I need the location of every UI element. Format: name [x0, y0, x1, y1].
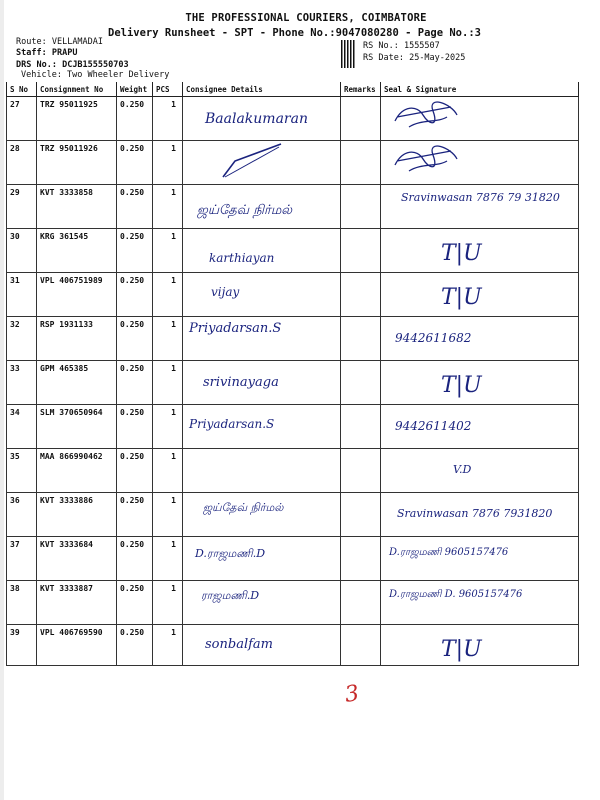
signature-scribble	[381, 141, 501, 181]
handwritten-consignee: ராஜமணி.D	[201, 589, 260, 602]
table-row	[7, 141, 579, 185]
rs-no-label: RS No.:	[363, 41, 399, 51]
col-sno: S No	[7, 82, 37, 97]
table-row	[7, 97, 579, 141]
drs-field	[16, 60, 129, 70]
sno-cell: 30	[7, 229, 37, 273]
handwritten-consignee: D.ராஜமணி.D	[195, 547, 266, 560]
pcs-cell: 1	[153, 493, 183, 537]
table-row	[7, 185, 579, 229]
weight-cell: 0.250	[117, 405, 153, 449]
handwritten-signature: Sravinwasan 7876 7931820	[397, 507, 553, 520]
signature-cell	[381, 449, 579, 493]
route-label: Route:	[16, 37, 47, 47]
remarks-cell	[341, 537, 381, 581]
weight-cell: 0.250	[117, 229, 153, 273]
handwritten-consignee: vijay	[211, 285, 240, 299]
remarks-cell	[341, 97, 381, 141]
pcs-cell: 1	[153, 97, 183, 141]
signature-cell	[381, 317, 579, 361]
remarks-cell	[341, 317, 381, 361]
sno-cell: 28	[7, 141, 37, 185]
staff-value: PRAPU	[51, 48, 78, 58]
weight-cell: 0.250	[117, 581, 153, 625]
table-header-row	[7, 82, 579, 97]
table-row	[7, 361, 579, 405]
rs-no-value: 1555507	[403, 41, 440, 51]
consignee-cell	[183, 625, 341, 666]
signature-cell	[381, 493, 579, 537]
handwritten-signature: T|U	[441, 373, 482, 398]
handwritten-signature: D.ராஜமணி D. 9605157476	[389, 589, 523, 600]
signature-cell	[381, 185, 579, 229]
weight-cell: 0.250	[117, 449, 153, 493]
consignee-stroke	[183, 141, 333, 181]
consignment-cell: KVT 3333858	[37, 185, 117, 229]
signature-cell	[381, 405, 579, 449]
signature-cell	[381, 141, 579, 185]
table-row	[7, 581, 579, 625]
table-row	[7, 449, 579, 493]
handwritten-consignee: Baalakumaran	[205, 111, 308, 127]
pcs-cell: 1	[153, 581, 183, 625]
consignee-cell	[183, 141, 341, 185]
consignee-cell	[183, 229, 341, 273]
remarks-cell	[341, 273, 381, 317]
signature-cell	[381, 273, 579, 317]
weight-cell: 0.250	[117, 537, 153, 581]
pcs-cell: 1	[153, 405, 183, 449]
sno-cell: 35	[7, 449, 37, 493]
handwritten-page-mark: 3	[343, 681, 361, 708]
signature-cell	[381, 361, 579, 405]
consignee-cell	[183, 581, 341, 625]
weight-cell: 0.250	[117, 625, 153, 666]
consignee-cell	[183, 493, 341, 537]
remarks-cell	[341, 141, 381, 185]
consignee-cell	[183, 361, 341, 405]
pcs-cell: 1	[153, 537, 183, 581]
signature-cell	[381, 229, 579, 273]
pcs-cell: 1	[153, 229, 183, 273]
handwritten-consignee: ஜய்தேவ் நிர்மல்	[197, 203, 293, 218]
table-row	[7, 273, 579, 317]
col-pcs: PCS	[153, 82, 183, 97]
signature-scribble	[381, 97, 501, 137]
page-subtitle: Delivery Runsheet - SPT - Phone No.:9047080280 - Page No.:3	[108, 27, 481, 39]
weight-cell: 0.250	[117, 97, 153, 141]
handwritten-signature: T|U	[441, 637, 482, 662]
table-row	[7, 537, 579, 581]
remarks-cell	[341, 581, 381, 625]
sno-cell: 38	[7, 581, 37, 625]
weight-cell: 0.250	[117, 273, 153, 317]
table-row	[7, 625, 579, 666]
pcs-cell: 1	[153, 317, 183, 361]
consignee-cell	[183, 273, 341, 317]
consignment-cell: VPL 406769590	[37, 625, 117, 666]
consignee-cell	[183, 97, 341, 141]
handwritten-signature: D.ராஜமணி 9605157476	[389, 547, 509, 558]
remarks-cell	[341, 229, 381, 273]
signature-cell	[381, 97, 579, 141]
handwritten-signature: 9442611682	[395, 331, 472, 345]
signature-cell	[381, 625, 579, 666]
consignee-cell	[183, 405, 341, 449]
consignment-cell: TRZ 95011925	[37, 97, 117, 141]
drs-label: DRS No.:	[16, 60, 57, 70]
remarks-cell	[341, 625, 381, 666]
pcs-cell: 1	[153, 625, 183, 666]
consignment-cell: KVT 3333886	[37, 493, 117, 537]
consignee-cell	[183, 537, 341, 581]
weight-cell: 0.250	[117, 493, 153, 537]
handwritten-signature: T|U	[441, 285, 482, 310]
table-row	[7, 405, 579, 449]
pcs-cell: 1	[153, 141, 183, 185]
col-consignee: Consignee Details	[183, 82, 341, 97]
consignment-cell: KVT 3333684	[37, 537, 117, 581]
consignee-cell	[183, 185, 341, 229]
vehicle-field: Vehicle: Two Wheeler Delivery	[21, 70, 170, 80]
consignee-cell	[183, 449, 341, 493]
remarks-cell	[341, 405, 381, 449]
page-title: THE PROFESSIONAL COURIERS, COIMBATORE	[185, 12, 427, 24]
staff-label: Staff:	[16, 48, 47, 58]
consignment-cell: VPL 406751989	[37, 273, 117, 317]
handwritten-consignee: sonbalfam	[205, 637, 273, 652]
route-value: VELLAMADAI	[51, 37, 104, 47]
consignment-cell: TRZ 95011926	[37, 141, 117, 185]
remarks-cell	[341, 493, 381, 537]
pcs-cell: 1	[153, 449, 183, 493]
consignment-cell: GPM 465385	[37, 361, 117, 405]
route-field	[16, 37, 103, 47]
remarks-cell	[341, 361, 381, 405]
handwritten-consignee: Priyadarsan.S	[189, 321, 282, 336]
consignment-cell: MAA 866990462	[37, 449, 117, 493]
runsheet-table	[6, 82, 579, 666]
pcs-cell: 1	[153, 361, 183, 405]
signature-cell	[381, 537, 579, 581]
consignee-cell	[183, 317, 341, 361]
handwritten-signature: T|U	[441, 241, 482, 266]
consignment-cell: KRG 361545	[37, 229, 117, 273]
handwritten-signature: V.D	[453, 463, 472, 476]
remarks-cell	[341, 449, 381, 493]
handwritten-consignee: karthiayan	[209, 251, 275, 265]
scan-edge	[0, 0, 4, 800]
weight-cell: 0.250	[117, 185, 153, 229]
rs-date-label: RS Date:	[363, 53, 404, 63]
sno-cell: 27	[7, 97, 37, 141]
sno-cell: 34	[7, 405, 37, 449]
sno-cell: 33	[7, 361, 37, 405]
weight-cell: 0.250	[117, 141, 153, 185]
col-consignment: Consignment No	[37, 82, 117, 97]
drs-value: DCJB155550703	[62, 60, 129, 70]
handwritten-signature: 9442611402	[395, 419, 472, 433]
weight-cell: 0.250	[117, 361, 153, 405]
rs-no-field	[363, 41, 440, 51]
col-signature: Seal & Signature	[381, 82, 579, 97]
consignment-cell: SLM 370650964	[37, 405, 117, 449]
sno-cell: 31	[7, 273, 37, 317]
table-row	[7, 493, 579, 537]
sno-cell: 36	[7, 493, 37, 537]
col-remarks: Remarks	[341, 82, 381, 97]
pcs-cell: 1	[153, 185, 183, 229]
consignment-cell: KVT 3333887	[37, 581, 117, 625]
handwritten-consignee: ஜய்தேவ் நிர்மல்	[203, 501, 284, 514]
table-row	[7, 229, 579, 273]
handwritten-consignee: Priyadarsan.S	[189, 417, 275, 431]
rs-date-field	[363, 53, 465, 63]
handwritten-signature: Sravinwasan 7876 79 31820	[401, 191, 560, 204]
signature-cell	[381, 581, 579, 625]
weight-cell: 0.250	[117, 317, 153, 361]
sno-cell: 39	[7, 625, 37, 666]
consignment-cell: RSP 1931133	[37, 317, 117, 361]
staff-field	[16, 48, 77, 58]
remarks-cell	[341, 185, 381, 229]
sno-cell: 29	[7, 185, 37, 229]
sno-cell: 32	[7, 317, 37, 361]
handwritten-consignee: srivinayaga	[203, 375, 279, 390]
col-weight: Weight	[117, 82, 153, 97]
barcode	[341, 40, 356, 68]
sno-cell: 37	[7, 537, 37, 581]
table-row	[7, 317, 579, 361]
rs-date-value: 25-May-2025	[409, 53, 466, 63]
pcs-cell: 1	[153, 273, 183, 317]
